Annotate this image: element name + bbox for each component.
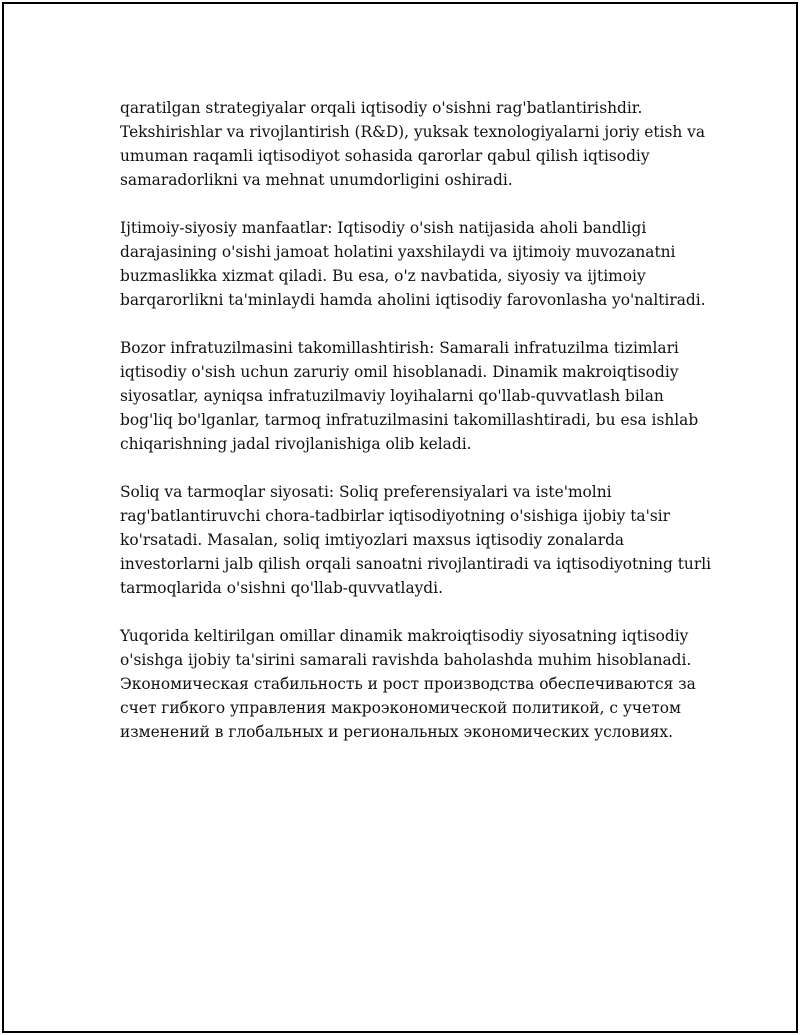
text-line: Экономическая стабильность и рост производства обеспечиваются за xyxy=(120,675,696,693)
text-line: Yuqorida keltirilgan omillar dinamik makroiqtisodiy siyosatning iqtisodiy xyxy=(120,627,689,645)
text-line: Soliq va tarmoqlar siyosati: Soliq preferensiyalari va iste'molni xyxy=(120,483,612,501)
text-line: investorlarni jalb qilish orqali sanoatni rivojlantiradi va iqtisodiyotning turli xyxy=(120,555,712,573)
text-line: o'sishga ijobiy ta'sirini samarali ravishda baholashda muhim hisoblanadi. xyxy=(120,651,692,669)
paragraph-social-political-benefits xyxy=(120,216,720,312)
text-line: chiqarishning jadal rivojlanishiga olib keladi. xyxy=(120,435,472,453)
text-line: darajasining o'sishi jamoat holatini yaxshilaydi va ijtimoiy muvozanatni xyxy=(120,243,676,261)
paragraph-rd-strategies xyxy=(120,96,720,192)
text-line: Bozor infratuzilmasini takomillashtirish: Samarali infratuzilma tizimlari xyxy=(120,339,679,357)
text-line: buzmaslikka xizmat qiladi. Bu esa, o'z navbatida, siyosiy va ijtimoiy xyxy=(120,267,646,285)
text-line: bog'liq bo'lganlar, tarmoq infratuzilmasini takomillashtiradi, bu esa ishlab xyxy=(120,411,699,429)
text-line: qaratilgan strategiyalar orqali iqtisodiy o'sishni rag'batlantirishdir. xyxy=(120,99,643,117)
paragraph-tax-policy xyxy=(120,480,720,600)
text-line: Tekshirishlar va rivojlantirish (R&D), yuksak texnologiyalarni joriy etish va xyxy=(120,123,706,141)
document-body xyxy=(120,96,720,768)
text-line: Ijtimoiy-siyosiy manfaatlar: Iqtisodiy o'sish natijasida aholi bandligi xyxy=(120,219,647,237)
paragraph-conclusion xyxy=(120,624,720,744)
document-page xyxy=(2,2,798,1033)
text-line: tarmoqlarida o'sishni qo'llab-quvvatlaydi. xyxy=(120,579,443,597)
text-line: barqarorlikni ta'minlaydi hamda aholini iqtisodiy farovonlasha yo'naltiradi. xyxy=(120,291,706,309)
text-line: ko'rsatadi. Masalan, soliq imtiyozlari maxsus iqtisodiy zonalarda xyxy=(120,531,625,549)
text-line: samaradorlikni va mehnat unumdorligini oshiradi. xyxy=(120,171,513,189)
text-line: счет гибкого управления макроэкономической политикой, с учетом xyxy=(120,699,681,717)
paragraph-market-infrastructure xyxy=(120,336,720,456)
text-line: iqtisodiy o'sish uchun zaruriy omil hisoblanadi. Dinamik makroiqtisodiy xyxy=(120,363,679,381)
text-line: изменений в глобальных и региональных экономических условиях. xyxy=(120,723,674,741)
text-line: siyosatlar, ayniqsa infratuzilmaviy loyihalarni qo'llab-quvvatlash bilan xyxy=(120,387,664,405)
text-line: rag'batlantiruvchi chora-tadbirlar iqtisodiyotning o'sishiga ijobiy ta'sir xyxy=(120,507,670,525)
text-line: umuman raqamli iqtisodiyot sohasida qarorlar qabul qilish iqtisodiy xyxy=(120,147,650,165)
